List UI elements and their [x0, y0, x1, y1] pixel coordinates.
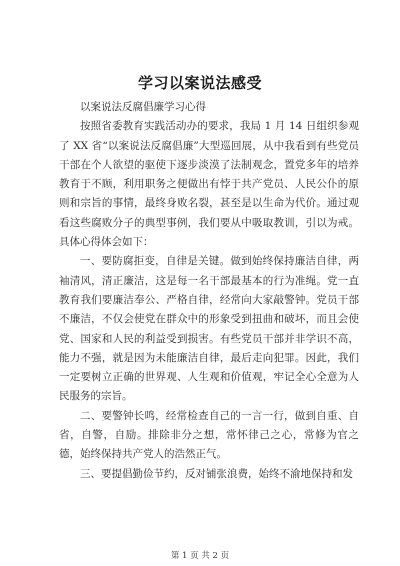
paragraph-intro: 按照省委教育实践活动办的要求，我局 1 月 14 日组织参观了 XX 省“以案说法反腐倡廉”大型巡回展，从中我看到有些党员干部在个人欲望的驱使下逐步淡漠了法制观念，置党多年的培养教育于不顾，利用职务之便做出有悖于共产党员、人民公仆的原则和宗旨的事情，最终身败名裂，甚至是以生命为代价。通过观看这些腐败分子的典型事例，我们要从中吸取教训，引以为戒。具体心得体会如下： [59, 120, 359, 249]
page-number: 第 1 页 共 2 页 [170, 551, 230, 561]
paragraph-point-2: 二、要警钟长鸣，经常检查自己的一言一行，做到自重、自省，自警，自励。排除非分之想，常怀律己之心，常修为官之德，始终保持共产党人的浩然正气。 [59, 409, 359, 461]
paragraph-point-1: 一、要防腐拒变，自律是关键。做到始终保持廉洁自律，两袖清风，清正廉洁，这是每一名干部最基本的行为准绳。党一直教育我们要廉洁奉公、严格自律，经常向大家敲警钟。党员干部不廉洁，不仅会使党在群众中的形象受到扭曲和破坏，而且会使党、国家和人民的利益受到损害。有些党员干部并非学识不高，能力不强，就是因为未能廉洁自律，最后走向犯罪。因此，我们一定要树立正确的世界观、人生观和价值观，牢记全心全意为人民服务的宗旨。 [59, 255, 359, 403]
paragraph-point-3: 三、要提倡勤俭节约，反对铺张浪费，始终不渝地保持和发 [80, 467, 353, 480]
document-body [59, 98, 359, 484]
document-subtitle: 以案说法反腐倡廉学习心得 [80, 101, 206, 113]
document-title: 学习以案说法感受 [137, 74, 262, 92]
